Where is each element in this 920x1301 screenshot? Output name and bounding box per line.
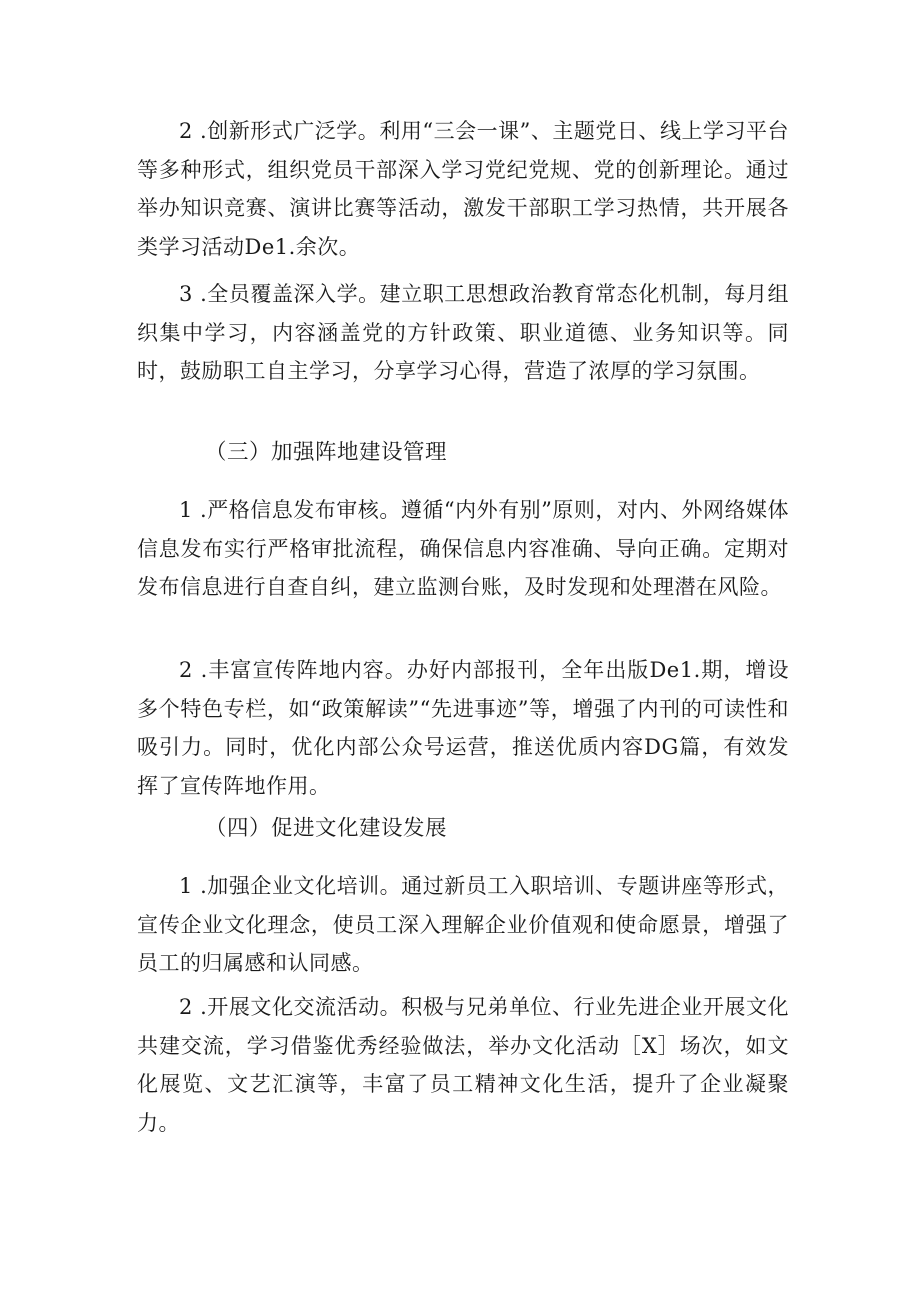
heading-text: （三）加强阵地建设管理 [205, 440, 448, 465]
paragraph-culture-training [137, 867, 789, 983]
paragraph-culture-exchange [137, 988, 789, 1142]
paragraph-text: 1 .加强企业文化培训。通过新员工入职培训、专题讲座等形式，宣传企业文化理念，使员工深入理解企业价值观和使命愿景，增强了员工的归属感和认同感。 [137, 874, 789, 975]
paragraph-text: 1 .严格信息发布审核。遵循“内外有别”原则，对内、外网络媒体信息发布实行严格审批流程，确保信息内容准确、导向正确。定期对发布信息进行自查自纠，建立监测台账，及时发现和处理潜在风险。 [137, 498, 789, 599]
paragraph-full-coverage [137, 275, 789, 391]
paragraph-study-forms [137, 112, 789, 266]
paragraph-text: 2 .创新形式广泛学。利用“三会一课”、主题党日、线上学习平台等多种形式，组织党员干部深入学习党纪党规、党的创新理论。通过举办知识竞赛、演讲比赛等活动，激发干部职工学习热情，共开展各类学习活动De1.余次。 [137, 119, 789, 259]
paragraph-info-review [137, 491, 789, 607]
paragraph-text: 2 .开展文化交流活动。积极与兄弟单位、行业先进企业开展文化共建交流，学习借鉴优秀经验做法，举办文化活动［X］场次，如文化展览、文艺汇演等，丰富了员工精神文化生活，提升了企业凝聚力。 [137, 995, 789, 1135]
paragraph-publicity-content [137, 651, 789, 805]
section-heading-4 [137, 810, 789, 849]
paragraph-text: 3 .全员覆盖深入学。建立职工思想政治教育常态化机制，每月组织集中学习，内容涵盖党的方针政策、职业道德、业务知识等。同时，鼓励职工自主学习，分享学习心得，营造了浓厚的学习氛围。 [137, 282, 789, 383]
section-heading-3 [137, 434, 789, 473]
heading-text: （四）促进文化建设发展 [205, 816, 448, 841]
paragraph-text: 2 .丰富宣传阵地内容。办好内部报刊，全年出版De1.期，增设多个特色专栏，如“政策解读”“先进事迹”等，增强了内刊的可读性和吸引力。同时，优化内部公众号运营，推送优质内容DG篇，有效发挥了宣传阵地作用。 [137, 658, 789, 798]
